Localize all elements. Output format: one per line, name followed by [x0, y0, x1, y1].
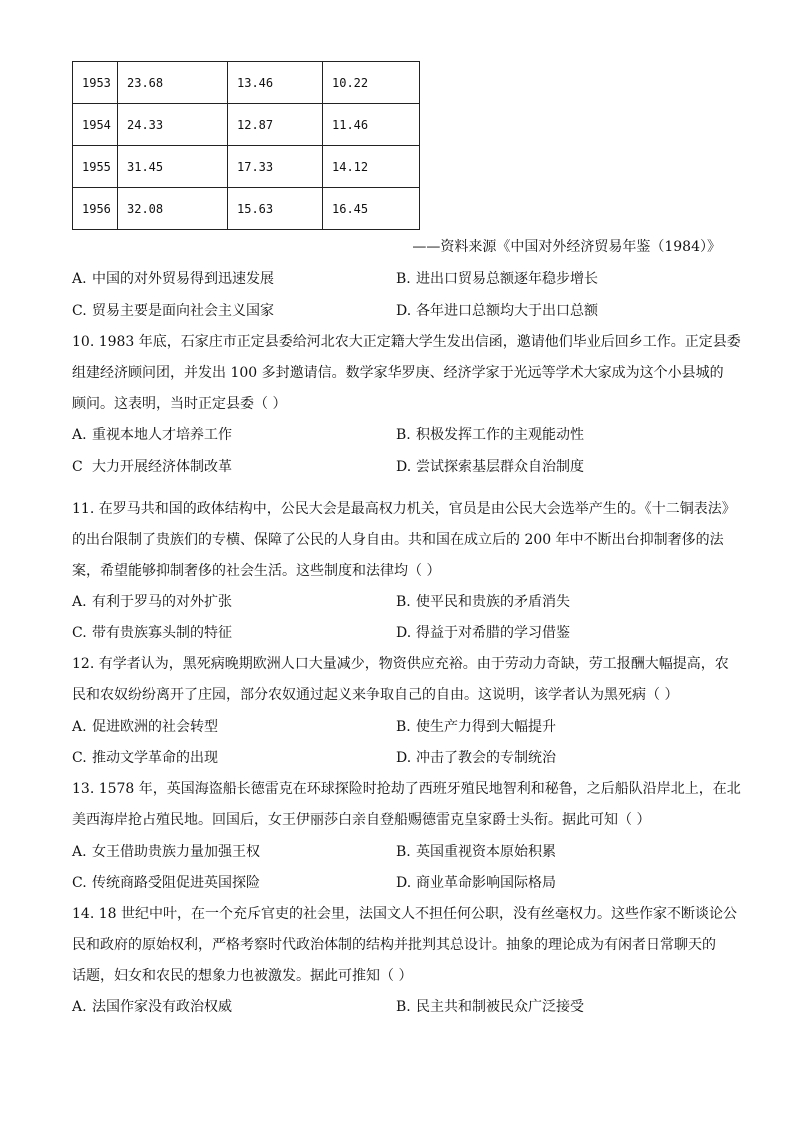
option-text: 民主共和制被民众广泛接受	[416, 999, 584, 1015]
option-text: 大力开展经济体制改革	[92, 459, 232, 475]
q10-option-a[interactable]	[72, 424, 232, 444]
q11-stem-line: 11. 在罗马共和国的政体结构中，公民大会是最高权力机关，官员是由公民大会选举产生的。《十二铜表法》	[72, 501, 736, 517]
option-text: 促进欧洲的社会转型	[92, 719, 218, 735]
option-text: 各年进口总额均大于出口总额	[416, 303, 598, 319]
option-letter: A.	[72, 844, 87, 860]
option-letter: C.	[72, 750, 87, 766]
table-row	[73, 104, 420, 146]
q11-stem-line: 案，希望能够抑制奢侈的社会生活。这些制度和法律均（ ）	[72, 563, 441, 579]
table-source-note: ——资料来源《中国对外经济贸易年鉴（1984）》	[412, 239, 721, 255]
option-text: 女王借助贵族力量加强王权	[92, 844, 260, 860]
option-letter: C.	[72, 625, 87, 641]
q11-option-d[interactable]	[396, 622, 570, 642]
option-letter: D.	[396, 303, 412, 319]
q10-option-b[interactable]	[396, 424, 584, 444]
option-letter: B.	[396, 844, 411, 860]
q14-stem-line: 14. 18 世纪中叶，在一个充斥官吏的社会里，法国文人不担任何公职，没有丝毫权力。这些作家不断谈论公	[72, 906, 737, 922]
option-letter: B.	[396, 719, 411, 735]
table-cell: 24.33	[118, 104, 228, 146]
option-text: 使生产力得到大幅提升	[416, 719, 556, 735]
q10-stem-line: 10. 1983 年底，石家庄市正定县委给河北农大正定籍大学生发出信函，邀请他们毕业后回乡工作。正定县委	[72, 334, 741, 350]
q12-option-c[interactable]	[72, 747, 218, 767]
option-letter: B.	[396, 271, 411, 287]
q10-option-c[interactable]	[72, 456, 232, 476]
option-letter: C.	[72, 875, 87, 891]
table-cell: 14.12	[323, 146, 420, 188]
table-cell: 32.08	[118, 188, 228, 230]
option-text: 推动文学革命的出现	[92, 750, 218, 766]
option-text: 有利于罗马的对外扩张	[92, 594, 232, 610]
q13-option-b[interactable]	[396, 841, 556, 861]
option-letter: B.	[396, 594, 411, 610]
q11-stem-line: 的出台限制了贵族们的专横、保障了公民的人身自由。共和国在成立后的 200 年中不断出台抑制奢侈的法	[72, 532, 724, 548]
table-cell: 11.46	[323, 104, 420, 146]
q10-stem-line: 组建经济顾问团，并发出 100 多封邀请信。数学家华罗庚、经济学家于光远等学术大家成为这个小县城的	[72, 365, 724, 381]
option-text: 使平民和贵族的矛盾消失	[416, 594, 570, 610]
option-letter: A.	[72, 427, 87, 443]
q12-stem-line: 民和农奴纷纷离开了庄园，部分农奴通过起义来争取自己的自由。这说明，该学者认为黑死病（ ）	[72, 687, 679, 703]
q12-stem-line: 12. 有学者认为，黑死病晚期欧洲人口大量减少，物资供应充裕。由于劳动力奇缺，劳工报酬大幅提高，农	[72, 656, 729, 672]
option-letter: A.	[72, 271, 87, 287]
q12-option-a[interactable]	[72, 716, 218, 736]
table-row	[73, 62, 420, 104]
q14-option-b[interactable]	[396, 996, 584, 1016]
option-text: 得益于对希腊的学习借鉴	[416, 625, 570, 641]
table-cell: 12.87	[228, 104, 323, 146]
table-cell: 1956	[73, 188, 118, 230]
option-text: 重视本地人才培养工作	[92, 427, 232, 443]
q11-option-a[interactable]	[72, 591, 232, 611]
q14-stem-line: 民和政府的原始权利，严格考察时代政治体制的结构并批判其总设计。抽象的理论成为有闲者日常聊天的	[72, 937, 716, 953]
q9-option-c[interactable]	[72, 300, 274, 320]
table-row	[73, 188, 420, 230]
table-cell: 1954	[73, 104, 118, 146]
table-row	[73, 146, 420, 188]
option-text: 商业革命影响国际格局	[416, 875, 556, 891]
table-cell: 1955	[73, 146, 118, 188]
trade-data-table	[72, 61, 420, 230]
option-letter: D.	[396, 625, 412, 641]
q13-stem-line: 13. 1578 年，英国海盗船长德雷克在环球探险时抢劫了西班牙殖民地智利和秘鲁，之后船队沿岸北上，在北	[72, 781, 741, 797]
q9-option-a[interactable]	[72, 268, 274, 288]
q12-option-d[interactable]	[396, 747, 556, 767]
q11-option-c[interactable]	[72, 622, 232, 642]
option-text: 积极发挥工作的主观能动性	[416, 427, 584, 443]
table-cell: 10.22	[323, 62, 420, 104]
option-text: 尝试探索基层群众自治制度	[416, 459, 584, 475]
q9-option-b[interactable]	[396, 268, 598, 288]
table-cell: 23.68	[118, 62, 228, 104]
option-letter: A.	[72, 719, 87, 735]
q11-option-b[interactable]	[396, 591, 570, 611]
option-text: 传统商路受阻促进英国探险	[92, 875, 260, 891]
option-text: 贸易主要是面向社会主义国家	[92, 303, 274, 319]
q14-stem-line: 话题，妇女和农民的想象力也被激发。据此可推知（ ）	[72, 968, 413, 984]
table-cell: 15.63	[228, 188, 323, 230]
option-text: 进出口贸易总额逐年稳步增长	[416, 271, 598, 287]
table-cell: 31.45	[118, 146, 228, 188]
option-letter: A.	[72, 594, 87, 610]
q10-stem-line: 顾问。这表明，当时正定县委（ ）	[72, 396, 287, 412]
q13-option-a[interactable]	[72, 841, 260, 861]
q13-option-d[interactable]	[396, 872, 556, 892]
option-text: 冲击了教会的专制统治	[416, 750, 556, 766]
option-letter: D.	[396, 459, 412, 475]
option-text: 中国的对外贸易得到迅速发展	[92, 271, 274, 287]
option-letter: C	[72, 459, 83, 475]
option-letter: B.	[396, 999, 411, 1015]
table-cell: 17.33	[228, 146, 323, 188]
option-text: 带有贵族寡头制的特征	[92, 625, 232, 641]
q14-option-a[interactable]	[72, 996, 232, 1016]
option-text: 英国重视资本原始积累	[416, 844, 556, 860]
q13-option-c[interactable]	[72, 872, 260, 892]
option-letter: B.	[396, 427, 411, 443]
table-cell: 16.45	[323, 188, 420, 230]
q10-option-d[interactable]	[396, 456, 584, 476]
option-letter: D.	[396, 875, 412, 891]
option-letter: A.	[72, 999, 87, 1015]
q9-option-d[interactable]	[396, 300, 598, 320]
q12-option-b[interactable]	[396, 716, 556, 736]
table-cell: 1953	[73, 62, 118, 104]
option-letter: C.	[72, 303, 87, 319]
option-letter: D.	[396, 750, 412, 766]
table-cell: 13.46	[228, 62, 323, 104]
option-text: 法国作家没有政治权威	[92, 999, 232, 1015]
q13-stem-line: 美西海岸抢占殖民地。回国后，女王伊丽莎白亲自登船赐德雷克皇家爵士头衔。据此可知（ ）	[72, 812, 651, 828]
